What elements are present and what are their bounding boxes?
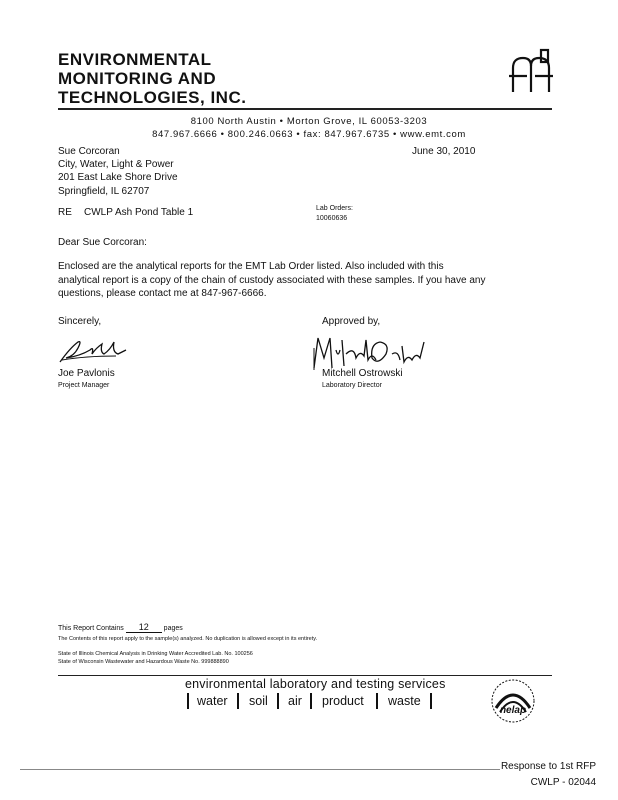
signer-2-title: Laboratory Director xyxy=(322,382,382,389)
service-soil: soil xyxy=(249,694,268,708)
re-label: RE xyxy=(58,207,72,218)
signer-1-title: Project Manager xyxy=(58,382,110,389)
recipient-name: Sue Corcoran xyxy=(58,146,120,157)
bottom-rule xyxy=(20,769,500,770)
emt-logo-icon xyxy=(505,48,555,98)
signer-2-name: Mitchell Ostrowski xyxy=(322,368,403,379)
service-divider xyxy=(376,693,378,709)
report-pages-count: 12 xyxy=(126,622,162,633)
company-name-line-3: TECHNOLOGIES, INC. xyxy=(58,88,247,107)
recipient-city: Springfield, IL 62707 xyxy=(58,186,150,197)
lab-orders-value: 10060636 xyxy=(316,215,348,222)
service-waste: waste xyxy=(388,694,421,708)
service-divider xyxy=(277,693,279,709)
lab-orders-label: Lab Orders: xyxy=(316,205,353,212)
recipient-organization: City, Water, Light & Power xyxy=(58,159,174,170)
service-air: air xyxy=(288,694,302,708)
salutation: Dear Sue Corcoran: xyxy=(58,237,147,248)
service-product: product xyxy=(322,694,364,708)
illinois-certification: State of Illinois Chemical Analysis in Drinking Water Accredited Lab. No. 100256 xyxy=(58,651,253,657)
service-divider xyxy=(310,693,312,709)
company-contacts: 847.967.6666 • 800.246.0663 • fax: 847.967.6735 • www.emt.com xyxy=(152,129,466,140)
report-contains-label: This Report Contains xyxy=(58,625,124,632)
nelap-seal xyxy=(490,678,536,724)
wisconsin-certification: State of Wisconsin Wastewater and Hazardous Waste No. 999888890 xyxy=(58,659,229,665)
bates-number: CWLP - 02044 xyxy=(530,777,596,788)
report-pages-label: pages xyxy=(163,625,183,632)
signature-mitchell-ostrowski xyxy=(308,332,428,372)
service-divider xyxy=(187,693,189,709)
recipient-street: 201 East Lake Shore Drive xyxy=(58,172,178,183)
report-notice: The Contents of this report apply to the sample(s) analyzed. No duplication is allowed except in its entirety. xyxy=(58,636,318,642)
company-name-line-2: MONITORING AND xyxy=(58,69,217,88)
approved-by: Approved by, xyxy=(322,316,381,327)
service-water: water xyxy=(197,694,228,708)
company-address: 8100 North Austin • Morton Grove, IL 60053-3203 xyxy=(190,116,428,127)
letter-date: June 30, 2010 xyxy=(412,146,476,157)
service-divider xyxy=(430,693,432,709)
report-page-count-line xyxy=(58,622,183,633)
company-name xyxy=(58,50,246,107)
nelap-seal-icon xyxy=(490,678,536,724)
signer-1-name: Joe Pavlonis xyxy=(58,368,115,379)
signature-joe-pavlonis xyxy=(56,334,128,366)
footer-rule xyxy=(58,675,552,676)
letterhead-rule xyxy=(58,108,552,110)
re-subject: CWLP Ash Pond Table 1 xyxy=(84,207,194,218)
closing: Sincerely, xyxy=(58,316,102,327)
nelap-seal-text: nelap xyxy=(499,705,527,716)
letter-body: Enclosed are the analytical reports for the EMT Lab Order listed. Also included with this analytical report is a copy of the chain of custody associated with these samples. If you have any questions, please contact me at 847-967-6666. xyxy=(58,261,486,299)
footer-tagline: environmental laboratory and testing services xyxy=(185,677,446,691)
company-name-line-1: ENVIRONMENTAL xyxy=(58,50,212,69)
service-divider xyxy=(237,693,239,709)
response-stamp: Response to 1st RFP xyxy=(500,761,596,772)
